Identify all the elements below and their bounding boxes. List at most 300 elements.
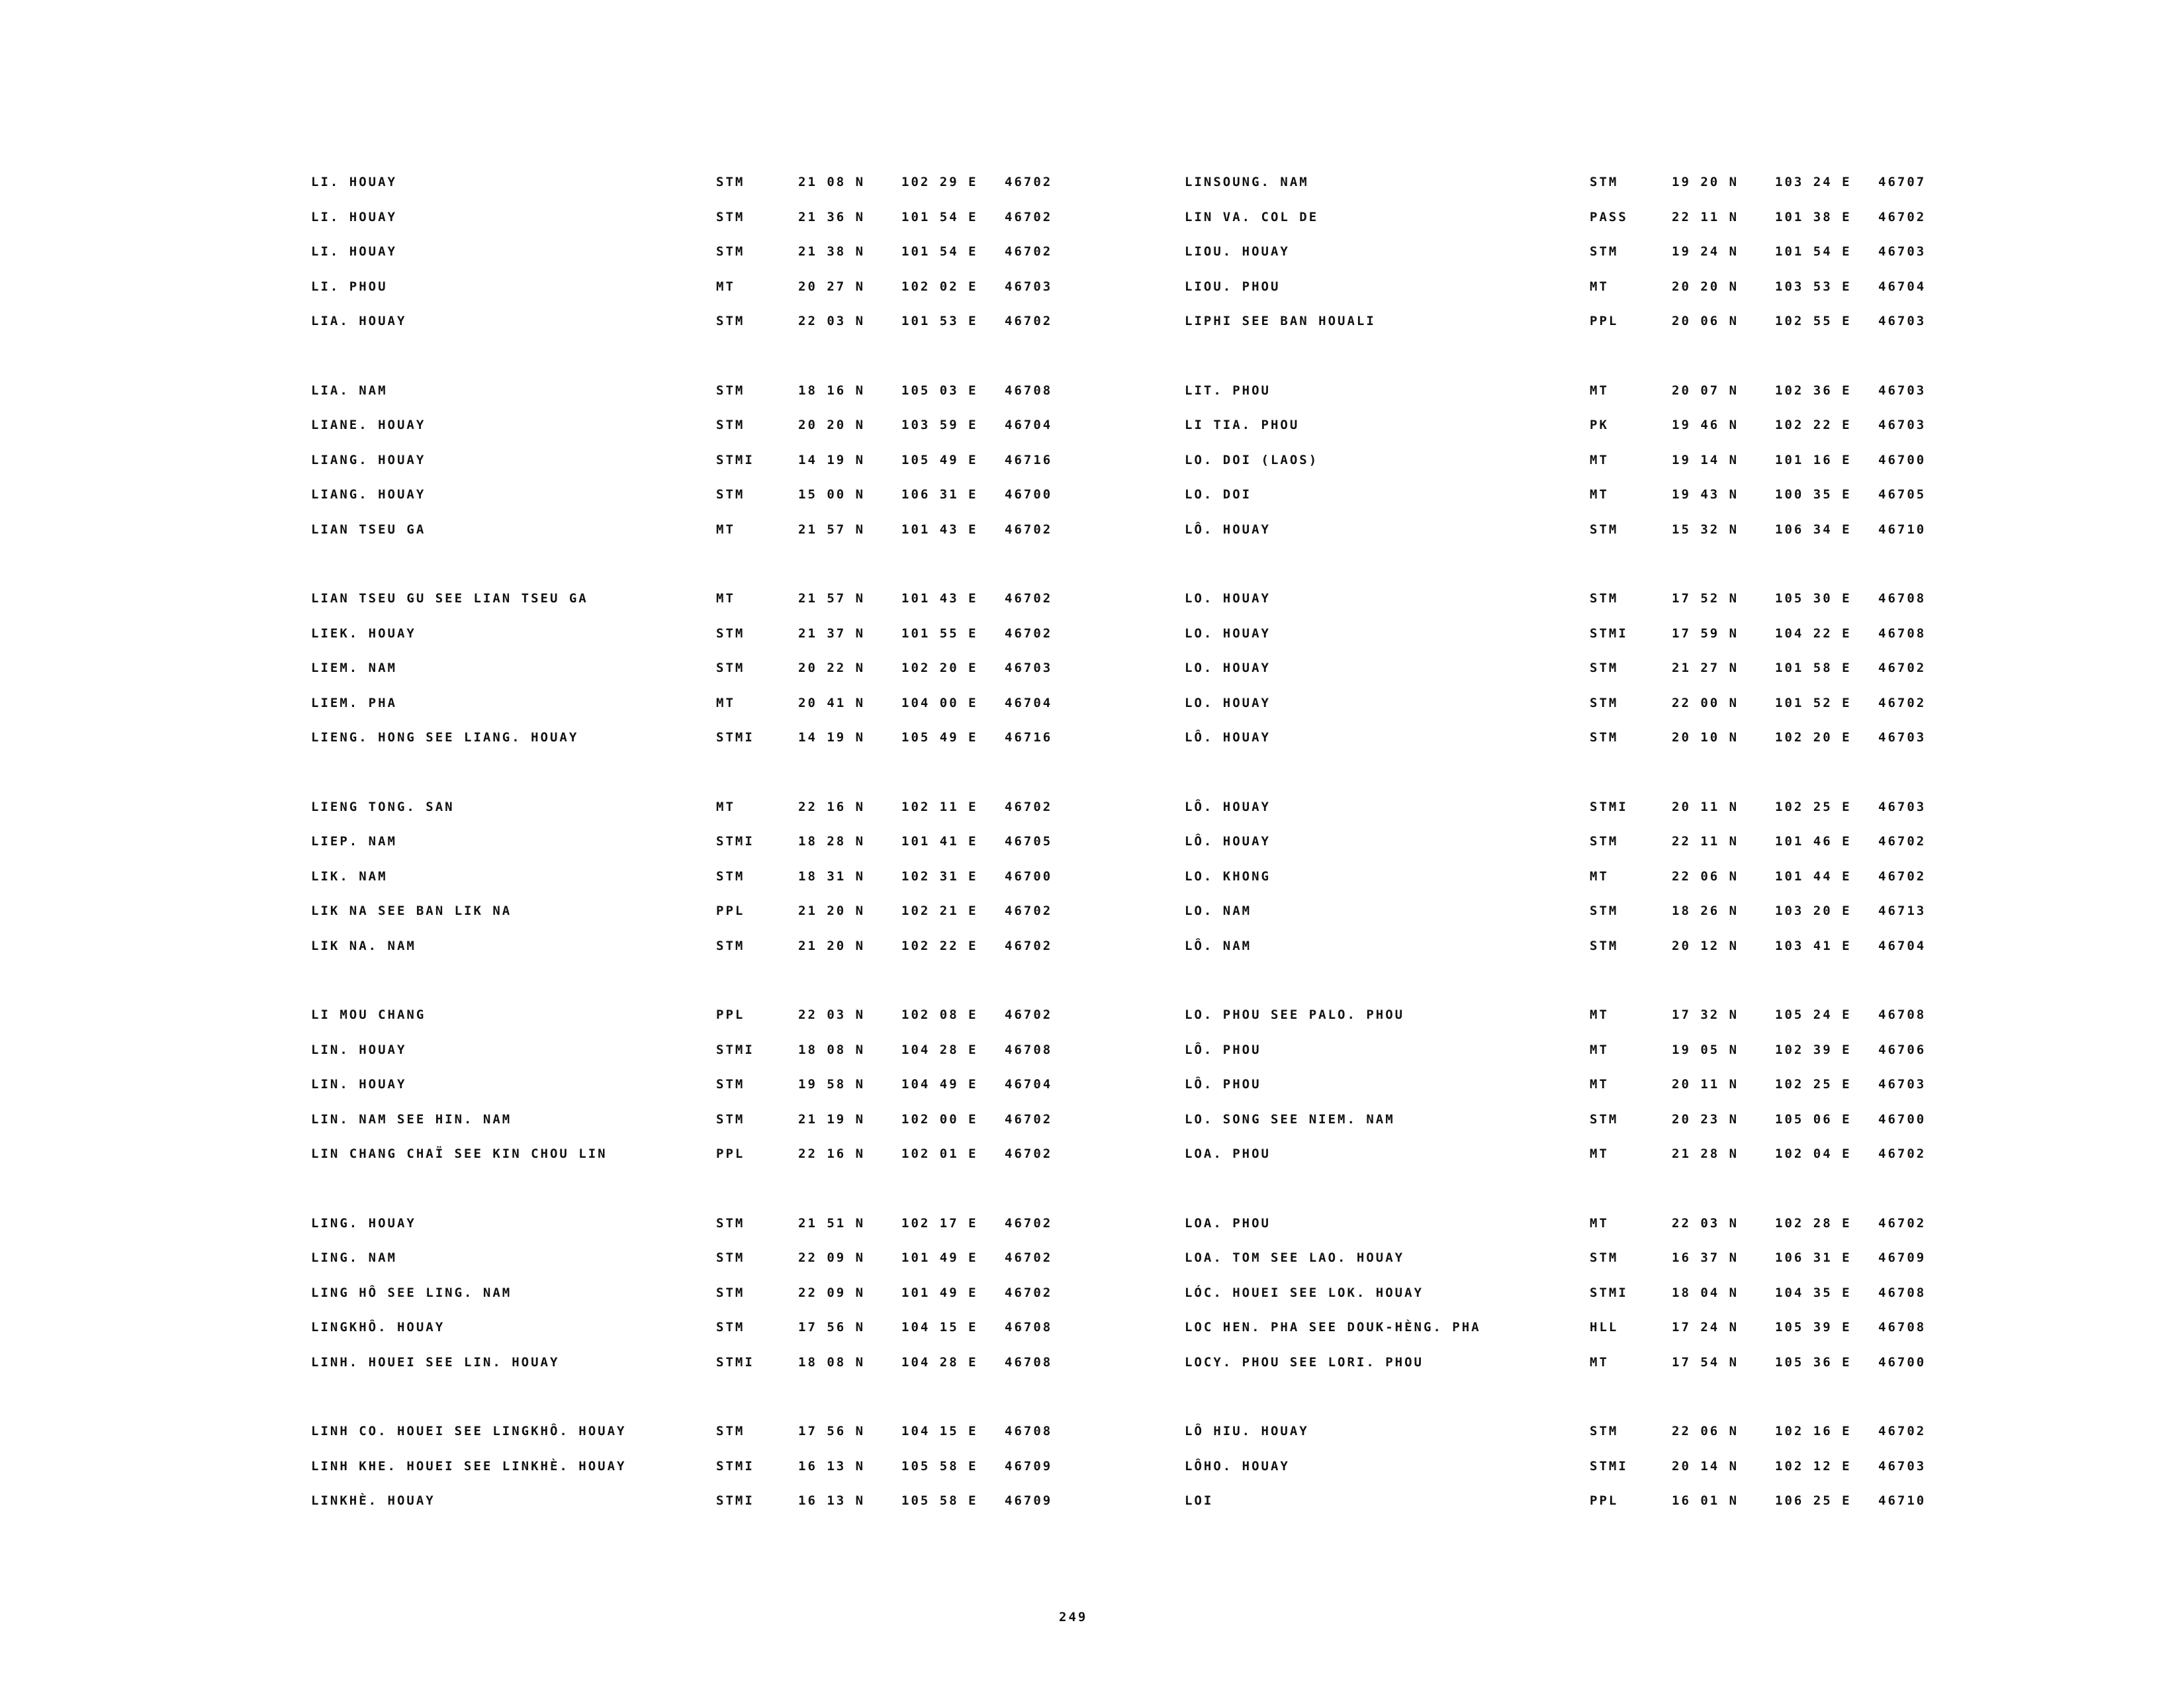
gazetteer-entry bbox=[311, 236, 1072, 271]
map-reference: 46702 bbox=[1005, 209, 1053, 224]
gazetteer-entry bbox=[311, 688, 1072, 723]
place-name: LÔ. HOUAY bbox=[1185, 522, 1271, 537]
place-name: LIOU. PHOU bbox=[1185, 279, 1281, 294]
map-reference: 46702 bbox=[1005, 1008, 1053, 1022]
latitude: 20 10 N bbox=[1672, 730, 1739, 745]
latitude: 20 41 N bbox=[798, 695, 866, 710]
longitude: 102 21 E bbox=[901, 904, 978, 918]
place-name: LO. SONG SEE NIEM. NAM bbox=[1185, 1111, 1395, 1127]
gazetteer-entry bbox=[311, 1451, 1072, 1486]
longitude: 101 46 E bbox=[1775, 834, 1852, 849]
gazetteer-left-column bbox=[311, 167, 1072, 1555]
gazetteer-entry bbox=[311, 1243, 1072, 1278]
entry-group bbox=[1185, 583, 1946, 757]
latitude: 16 13 N bbox=[798, 1458, 866, 1474]
feature-code: STMI bbox=[716, 730, 754, 745]
feature-code: STM bbox=[1590, 834, 1619, 849]
place-name: LÔ. NAM bbox=[1185, 938, 1252, 953]
latitude: 18 28 N bbox=[798, 834, 866, 849]
feature-code: STM bbox=[716, 209, 745, 224]
map-reference: 46705 bbox=[1005, 834, 1053, 849]
map-reference: 46703 bbox=[1878, 1077, 1927, 1092]
feature-code: STM bbox=[1590, 244, 1619, 259]
latitude: 19 14 N bbox=[1672, 452, 1739, 467]
map-reference: 46703 bbox=[1878, 799, 1927, 814]
map-reference: 46702 bbox=[1005, 904, 1053, 918]
gazetteer-entry bbox=[311, 445, 1072, 480]
gazetteer-entry bbox=[311, 375, 1072, 410]
place-name: LINH. HOUEI SEE LIN. HOUAY bbox=[311, 1354, 560, 1370]
feature-code: MT bbox=[1590, 868, 1609, 884]
place-name: LO. NAM bbox=[1185, 904, 1252, 918]
latitude: 20 22 N bbox=[798, 661, 866, 675]
gazetteer-entry bbox=[1185, 722, 1946, 757]
latitude: 16 37 N bbox=[1672, 1250, 1739, 1265]
entry-group bbox=[1185, 1208, 1946, 1382]
latitude: 22 06 N bbox=[1672, 1424, 1739, 1438]
place-name: LÔ HIU. HOUAY bbox=[1185, 1424, 1309, 1438]
place-name: LIK NA SEE BAN LIK NA bbox=[311, 904, 512, 918]
longitude: 100 35 E bbox=[1775, 487, 1852, 502]
map-reference: 46709 bbox=[1878, 1250, 1927, 1265]
place-name: LIANG. HOUAY bbox=[311, 487, 426, 502]
gazetteer-entry bbox=[1185, 1347, 1946, 1382]
longitude: 105 58 E bbox=[901, 1493, 978, 1508]
map-reference: 46709 bbox=[1005, 1493, 1053, 1508]
map-reference: 46704 bbox=[1005, 418, 1053, 432]
latitude: 20 11 N bbox=[1672, 799, 1739, 814]
feature-code: MT bbox=[716, 799, 735, 814]
latitude: 19 46 N bbox=[1672, 418, 1739, 432]
map-reference: 46700 bbox=[1878, 452, 1927, 467]
longitude: 101 53 E bbox=[901, 314, 978, 328]
feature-code: STMI bbox=[716, 1354, 754, 1370]
longitude: 103 20 E bbox=[1775, 904, 1852, 918]
entry-group bbox=[311, 167, 1072, 341]
gazetteer-entry bbox=[311, 202, 1072, 237]
feature-code: MT bbox=[1590, 1042, 1609, 1057]
place-name: LÔ. PHOU bbox=[1185, 1077, 1261, 1092]
map-reference: 46702 bbox=[1005, 1111, 1053, 1127]
place-name: LIN. HOUAY bbox=[311, 1042, 407, 1057]
map-reference: 46708 bbox=[1878, 1320, 1927, 1335]
place-name: LÓC. HOUEI SEE LOK. HOUAY bbox=[1185, 1285, 1424, 1300]
longitude: 101 16 E bbox=[1775, 452, 1852, 467]
place-name: LING HÔ SEE LING. NAM bbox=[311, 1285, 512, 1300]
place-name: LI. HOUAY bbox=[311, 244, 397, 259]
feature-code: MT bbox=[1590, 1147, 1609, 1161]
latitude: 15 32 N bbox=[1672, 522, 1739, 537]
map-reference: 46710 bbox=[1878, 522, 1927, 537]
map-reference: 46700 bbox=[1878, 1354, 1927, 1370]
latitude: 22 11 N bbox=[1672, 209, 1739, 224]
longitude: 106 25 E bbox=[1775, 1493, 1852, 1508]
map-reference: 46705 bbox=[1878, 487, 1927, 502]
latitude: 18 04 N bbox=[1672, 1285, 1739, 1300]
feature-code: PPL bbox=[716, 1008, 745, 1022]
gazetteer-entry bbox=[311, 1000, 1072, 1035]
entry-group bbox=[1185, 167, 1946, 341]
map-reference: 46708 bbox=[1878, 1008, 1927, 1022]
place-name: LIK. NAM bbox=[311, 868, 388, 884]
feature-code: STMI bbox=[716, 1493, 754, 1508]
latitude: 17 56 N bbox=[798, 1320, 866, 1335]
map-reference: 46702 bbox=[1878, 1424, 1927, 1438]
latitude: 16 13 N bbox=[798, 1493, 866, 1508]
place-name: LIENG TONG. SAN bbox=[311, 799, 455, 814]
place-name: LIN VA. COL DE bbox=[1185, 209, 1319, 224]
map-reference: 46708 bbox=[1005, 1354, 1053, 1370]
latitude: 22 16 N bbox=[798, 799, 866, 814]
feature-code: STM bbox=[716, 314, 745, 328]
map-reference: 46708 bbox=[1878, 1285, 1927, 1300]
place-name: LOI bbox=[1185, 1493, 1214, 1508]
gazetteer-entry bbox=[1185, 618, 1946, 653]
longitude: 105 49 E bbox=[901, 730, 978, 745]
latitude: 21 36 N bbox=[798, 209, 866, 224]
feature-code: STM bbox=[1590, 695, 1619, 710]
map-reference: 46703 bbox=[1878, 1458, 1927, 1474]
place-name: LÔ. HOUAY bbox=[1185, 834, 1271, 849]
map-reference: 46702 bbox=[1005, 1250, 1053, 1265]
latitude: 17 54 N bbox=[1672, 1354, 1739, 1370]
gazetteer-entry bbox=[1185, 271, 1946, 306]
longitude: 104 28 E bbox=[901, 1354, 978, 1370]
map-reference: 46716 bbox=[1005, 730, 1053, 745]
gazetteer-entry bbox=[1185, 653, 1946, 688]
map-reference: 46704 bbox=[1878, 938, 1927, 953]
latitude: 19 20 N bbox=[1672, 175, 1739, 189]
feature-code: STM bbox=[716, 418, 745, 432]
map-reference: 46710 bbox=[1878, 1493, 1927, 1508]
feature-code: MT bbox=[1590, 452, 1609, 467]
gazetteer-entry bbox=[1185, 1069, 1946, 1104]
gazetteer-right-column bbox=[1185, 167, 1946, 1555]
gazetteer-entry bbox=[1185, 167, 1946, 202]
place-name: LO. PHOU SEE PALO. PHOU bbox=[1185, 1008, 1405, 1022]
map-reference: 46703 bbox=[1878, 418, 1927, 432]
gazetteer-entry bbox=[311, 1347, 1072, 1382]
feature-code: STM bbox=[1590, 1111, 1619, 1127]
place-name: LIK NA. NAM bbox=[311, 938, 416, 953]
map-reference: 46702 bbox=[1878, 1215, 1927, 1231]
latitude: 21 08 N bbox=[798, 175, 866, 189]
feature-code: STM bbox=[1590, 661, 1619, 675]
gazetteer-entry bbox=[311, 514, 1072, 549]
map-reference: 46709 bbox=[1005, 1458, 1053, 1474]
gazetteer-entry bbox=[1185, 514, 1946, 549]
place-name: LIN. NAM SEE HIN. NAM bbox=[311, 1111, 512, 1127]
feature-code: STM bbox=[716, 1285, 745, 1300]
latitude: 20 14 N bbox=[1672, 1458, 1739, 1474]
latitude: 21 20 N bbox=[798, 904, 866, 918]
gazetteer-entry bbox=[1185, 445, 1946, 480]
map-reference: 46704 bbox=[1005, 695, 1053, 710]
map-reference: 46702 bbox=[1005, 938, 1053, 953]
map-reference: 46702 bbox=[1005, 591, 1053, 606]
place-name: LÔ. HOUAY bbox=[1185, 730, 1271, 745]
latitude: 21 51 N bbox=[798, 1215, 866, 1231]
entry-group bbox=[1185, 792, 1946, 966]
gazetteer-entry bbox=[311, 306, 1072, 341]
longitude: 104 22 E bbox=[1775, 626, 1852, 641]
entry-group bbox=[311, 792, 1072, 966]
place-name: LOA. PHOU bbox=[1185, 1215, 1271, 1231]
gazetteer-entry bbox=[1185, 826, 1946, 861]
feature-code: MT bbox=[1590, 279, 1609, 294]
gazetteer-entry bbox=[311, 653, 1072, 688]
gazetteer-entry bbox=[1185, 410, 1946, 445]
longitude: 102 01 E bbox=[901, 1147, 978, 1161]
place-name: LÔ. PHOU bbox=[1185, 1042, 1261, 1057]
latitude: 21 38 N bbox=[798, 244, 866, 259]
map-reference: 46703 bbox=[1005, 661, 1053, 675]
latitude: 22 11 N bbox=[1672, 834, 1739, 849]
gazetteer-entry bbox=[1185, 1208, 1946, 1243]
map-reference: 46702 bbox=[1005, 314, 1053, 328]
longitude: 102 12 E bbox=[1775, 1458, 1852, 1474]
place-name: LIEP. NAM bbox=[311, 834, 397, 849]
feature-code: STMI bbox=[1590, 1285, 1628, 1300]
latitude: 19 24 N bbox=[1672, 244, 1739, 259]
map-reference: 46704 bbox=[1005, 1077, 1053, 1092]
longitude: 102 02 E bbox=[901, 279, 978, 294]
latitude: 18 31 N bbox=[798, 868, 866, 884]
feature-code: STM bbox=[1590, 591, 1619, 606]
feature-code: MT bbox=[1590, 1354, 1609, 1370]
latitude: 20 12 N bbox=[1672, 938, 1739, 953]
gazetteer-entry bbox=[311, 1278, 1072, 1313]
gazetteer-entry bbox=[1185, 1000, 1946, 1035]
feature-code: MT bbox=[1590, 383, 1609, 398]
place-name: LO. DOI (LAOS) bbox=[1185, 452, 1319, 467]
longitude: 105 06 E bbox=[1775, 1111, 1852, 1127]
latitude: 20 27 N bbox=[798, 279, 866, 294]
feature-code: STM bbox=[1590, 1250, 1619, 1265]
map-reference: 46706 bbox=[1878, 1042, 1927, 1057]
map-reference: 46702 bbox=[1005, 175, 1053, 189]
place-name: LIA. HOUAY bbox=[311, 314, 407, 328]
place-name: LOCY. PHOU SEE LORI. PHOU bbox=[1185, 1354, 1424, 1370]
latitude: 18 16 N bbox=[798, 383, 866, 398]
latitude: 19 43 N bbox=[1672, 487, 1739, 502]
feature-code: STM bbox=[716, 1215, 745, 1231]
place-name: LO. HOUAY bbox=[1185, 626, 1271, 641]
feature-code: STM bbox=[716, 1111, 745, 1127]
gazetteer-entry bbox=[1185, 1278, 1946, 1313]
gazetteer-entry bbox=[1185, 236, 1946, 271]
place-name: LIEM. NAM bbox=[311, 661, 397, 675]
longitude: 104 35 E bbox=[1775, 1285, 1852, 1300]
latitude: 18 08 N bbox=[798, 1042, 866, 1057]
place-name: LINSOUNG. NAM bbox=[1185, 175, 1309, 189]
map-reference: 46703 bbox=[1878, 730, 1927, 745]
longitude: 102 22 E bbox=[901, 938, 978, 953]
gazetteer-entry bbox=[311, 167, 1072, 202]
gazetteer-entry bbox=[311, 1416, 1072, 1451]
latitude: 22 16 N bbox=[798, 1147, 866, 1161]
place-name: LOA. PHOU bbox=[1185, 1147, 1271, 1161]
map-reference: 46703 bbox=[1878, 244, 1927, 259]
gazetteer-entry bbox=[311, 1485, 1072, 1521]
gazetteer-entry bbox=[1185, 202, 1946, 237]
longitude: 102 00 E bbox=[901, 1111, 978, 1127]
feature-code: PASS bbox=[1590, 209, 1628, 224]
feature-code: STM bbox=[1590, 938, 1619, 953]
longitude: 101 44 E bbox=[1775, 868, 1852, 884]
feature-code: PPL bbox=[1590, 1493, 1619, 1508]
latitude: 21 28 N bbox=[1672, 1147, 1739, 1161]
gazetteer-entry bbox=[311, 618, 1072, 653]
longitude: 101 54 E bbox=[901, 244, 978, 259]
feature-code: STMI bbox=[716, 834, 754, 849]
gazetteer-entry bbox=[1185, 931, 1946, 966]
feature-code: PK bbox=[1590, 418, 1609, 432]
latitude: 21 57 N bbox=[798, 591, 866, 606]
place-name: LIEK. HOUAY bbox=[311, 626, 416, 641]
feature-code: STM bbox=[716, 868, 745, 884]
place-name: LIENG. HONG SEE LIANG. HOUAY bbox=[311, 730, 579, 745]
longitude: 104 00 E bbox=[901, 695, 978, 710]
gazetteer-entry bbox=[1185, 306, 1946, 341]
latitude: 17 56 N bbox=[798, 1424, 866, 1438]
latitude: 20 06 N bbox=[1672, 314, 1739, 328]
longitude: 101 49 E bbox=[901, 1285, 978, 1300]
place-name: LI. HOUAY bbox=[311, 175, 397, 189]
longitude: 103 53 E bbox=[1775, 279, 1852, 294]
gazetteer-entry bbox=[1185, 479, 1946, 514]
place-name: LI MOU CHANG bbox=[311, 1008, 426, 1022]
place-name: LO. DOI bbox=[1185, 487, 1252, 502]
longitude: 104 49 E bbox=[901, 1077, 978, 1092]
longitude: 101 55 E bbox=[901, 626, 978, 641]
entry-group bbox=[311, 1000, 1072, 1174]
gazetteer-entry bbox=[1185, 1312, 1946, 1347]
map-reference: 46702 bbox=[1005, 1215, 1053, 1231]
map-reference: 46702 bbox=[1005, 799, 1053, 814]
longitude: 103 59 E bbox=[901, 418, 978, 432]
feature-code: MT bbox=[716, 279, 735, 294]
latitude: 22 00 N bbox=[1672, 695, 1739, 710]
map-reference: 46702 bbox=[1005, 1147, 1053, 1161]
longitude: 102 28 E bbox=[1775, 1215, 1852, 1231]
longitude: 103 24 E bbox=[1775, 175, 1852, 189]
gazetteer-entry bbox=[1185, 861, 1946, 896]
gazetteer-entry bbox=[1185, 583, 1946, 618]
map-reference: 46708 bbox=[1878, 591, 1927, 606]
latitude: 22 03 N bbox=[1672, 1215, 1739, 1231]
feature-code: STM bbox=[716, 661, 745, 675]
longitude: 101 58 E bbox=[1775, 661, 1852, 675]
place-name: LO. HOUAY bbox=[1185, 591, 1271, 606]
map-reference: 46700 bbox=[1005, 487, 1053, 502]
place-name: LÔHO. HOUAY bbox=[1185, 1458, 1290, 1474]
longitude: 102 20 E bbox=[901, 661, 978, 675]
feature-code: STMI bbox=[716, 1458, 754, 1474]
feature-code: STM bbox=[716, 175, 745, 189]
longitude: 102 25 E bbox=[1775, 799, 1852, 814]
map-reference: 46713 bbox=[1878, 904, 1927, 918]
gazetteer-entry bbox=[311, 1035, 1072, 1070]
longitude: 104 28 E bbox=[901, 1042, 978, 1057]
gazetteer-entry bbox=[311, 1104, 1072, 1139]
longitude: 102 55 E bbox=[1775, 314, 1852, 328]
map-reference: 46708 bbox=[1005, 1424, 1053, 1438]
feature-code: STM bbox=[716, 1077, 745, 1092]
latitude: 21 20 N bbox=[798, 938, 866, 953]
place-name: LÔ. HOUAY bbox=[1185, 799, 1271, 814]
place-name: LO. KHONG bbox=[1185, 868, 1271, 884]
gazetteer-entry bbox=[311, 1139, 1072, 1174]
feature-code: PPL bbox=[716, 904, 745, 918]
latitude: 17 24 N bbox=[1672, 1320, 1739, 1335]
map-reference: 46708 bbox=[1005, 383, 1053, 398]
feature-code: STM bbox=[716, 938, 745, 953]
longitude: 102 25 E bbox=[1775, 1077, 1852, 1092]
feature-code: PPL bbox=[1590, 314, 1619, 328]
feature-code: MT bbox=[716, 522, 735, 537]
longitude: 105 36 E bbox=[1775, 1354, 1852, 1370]
feature-code: MT bbox=[716, 695, 735, 710]
place-name: LINGKHÔ. HOUAY bbox=[311, 1320, 445, 1335]
place-name: LIN CHANG CHAÏ SEE KIN CHOU LIN bbox=[311, 1147, 608, 1161]
place-name: LIA. NAM bbox=[311, 383, 388, 398]
latitude: 20 11 N bbox=[1672, 1077, 1739, 1092]
feature-code: HLL bbox=[1590, 1320, 1619, 1335]
gazetteer-entry bbox=[311, 861, 1072, 896]
gazetteer-entry bbox=[311, 931, 1072, 966]
latitude: 20 07 N bbox=[1672, 383, 1739, 398]
latitude: 22 09 N bbox=[798, 1285, 866, 1300]
latitude: 14 19 N bbox=[798, 730, 866, 745]
longitude: 101 41 E bbox=[901, 834, 978, 849]
gazetteer-entry bbox=[1185, 688, 1946, 723]
latitude: 21 19 N bbox=[798, 1111, 866, 1127]
latitude: 21 27 N bbox=[1672, 661, 1739, 675]
map-reference: 46702 bbox=[1878, 209, 1927, 224]
gazetteer-entry bbox=[311, 792, 1072, 827]
latitude: 20 20 N bbox=[798, 418, 866, 432]
latitude: 18 26 N bbox=[1672, 904, 1739, 918]
feature-code: STM bbox=[1590, 904, 1619, 918]
place-name: LING. NAM bbox=[311, 1250, 397, 1265]
feature-code: MT bbox=[1590, 1008, 1609, 1022]
entry-group bbox=[311, 375, 1072, 549]
longitude: 101 43 E bbox=[901, 591, 978, 606]
map-reference: 46702 bbox=[1878, 868, 1927, 884]
longitude: 102 16 E bbox=[1775, 1424, 1852, 1438]
place-name: LOA. TOM SEE LAO. HOUAY bbox=[1185, 1250, 1405, 1265]
feature-code: MT bbox=[1590, 487, 1609, 502]
place-name: LO. HOUAY bbox=[1185, 695, 1271, 710]
longitude: 102 04 E bbox=[1775, 1147, 1852, 1161]
map-reference: 46704 bbox=[1878, 279, 1927, 294]
map-reference: 46702 bbox=[1005, 1285, 1053, 1300]
longitude: 105 24 E bbox=[1775, 1008, 1852, 1022]
place-name: LI. PHOU bbox=[311, 279, 388, 294]
latitude: 17 52 N bbox=[1672, 591, 1739, 606]
map-reference: 46708 bbox=[1005, 1042, 1053, 1057]
feature-code: STMI bbox=[1590, 799, 1628, 814]
longitude: 104 15 E bbox=[901, 1320, 978, 1335]
gazetteer-entry bbox=[311, 826, 1072, 861]
place-name: LIAN TSEU GU SEE LIAN TSEU GA bbox=[311, 591, 588, 606]
longitude: 102 29 E bbox=[901, 175, 978, 189]
gazetteer-entry bbox=[1185, 1104, 1946, 1139]
gazetteer-entry bbox=[1185, 1416, 1946, 1451]
map-reference: 46703 bbox=[1878, 383, 1927, 398]
longitude: 101 54 E bbox=[1775, 244, 1852, 259]
